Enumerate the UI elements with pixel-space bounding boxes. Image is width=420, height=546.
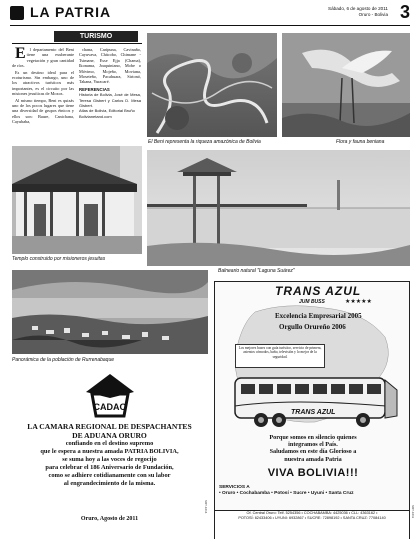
- ad-trans-side-note: SRT-1611: [411, 505, 415, 519]
- date-line-1: Sábado, 6 de agosto de 2011: [328, 6, 388, 11]
- drop-cap: E: [15, 47, 26, 62]
- reference-item: Bolivianetand.com: [79, 113, 112, 119]
- star-rating-icon: ★★★★★: [345, 299, 372, 305]
- message-line: Saludamos en este día Glorioso a: [269, 448, 357, 456]
- section-label: TURISMO: [54, 31, 138, 42]
- flora-fauna-image: [282, 33, 410, 137]
- photo-temple: [12, 146, 142, 254]
- references-heading: REFERENCIAS: [79, 86, 110, 92]
- services-label: SERVICIOS A: [219, 485, 250, 490]
- caption-lagoon: Balneario natural "Laguna Suárez": [218, 268, 295, 274]
- message-line: integramos el País.: [288, 441, 338, 449]
- ad-camara-line-1: LA CAMARA REGIONAL DE DESPACHANTES: [27, 422, 192, 431]
- services-destinations: • Oruro • Cochabamba • Potosí • Sucre • Uyuni • Santa Cruz: [219, 491, 354, 496]
- trans-azul-footer: [215, 510, 409, 539]
- dateline: [328, 6, 388, 18]
- message-line: nuestra amada Patria: [284, 455, 342, 463]
- page-number: 3: [399, 2, 410, 22]
- temple-image: [12, 146, 142, 254]
- bus-text: TRANS AZUL: [291, 409, 336, 416]
- trans-azul-sub: JUM BUSS: [299, 299, 325, 305]
- message-line: Porque somos en silencio quienes: [269, 434, 357, 441]
- article-paragraph: Es un destino ideal para el ecoturismo. Sin embargo, uno de los atractivos turísticos más importantes, es el circuito por las misiones jesuíticas de Moxos.: [12, 69, 74, 97]
- article-paragraph: El departamento del Beni tiene una exuberante vegetación y gran cantidad de ríos.: [12, 47, 74, 69]
- ad-camara-side-note: SRT-1614: [204, 500, 208, 514]
- article-column-2: [79, 47, 141, 141]
- service-info-box: Los mejores buses con guía turístico, servicio de primera, asientos cómodos, baño, televisión y lo mejor de la seguridad.: [235, 344, 325, 368]
- award-line-2: Orgullo Orureño 2006: [279, 323, 346, 331]
- masthead-bullet: [10, 6, 24, 20]
- masthead: LA PATRIA: [30, 4, 112, 20]
- lagoon-image: [147, 150, 410, 266]
- ad-camara-text: [12, 422, 207, 488]
- award-line-1: Excelencia Empresarial 2005: [275, 312, 362, 320]
- services-list: [219, 485, 407, 497]
- article-column-1: [12, 47, 74, 149]
- caption-beni: El Beni representa la riqueza amazónica de Bolivia: [148, 139, 261, 145]
- date-line-2: Oruro - Bolivia: [358, 12, 388, 17]
- page-header: [10, 4, 410, 26]
- photo-rurrenabaque: [12, 270, 208, 354]
- caption-rurrenabaque: Panorámica de la población de Rurrenabaque: [12, 357, 115, 363]
- ad-camara-body: que le espera a nuestra amada PATRIA BOLIVIA,: [40, 448, 179, 455]
- beni-aerial-image: [147, 33, 277, 137]
- caption-flora: Flora y fauna beniana: [336, 139, 385, 145]
- ad-camara-body: como se adhiere cotidianamente con su labor: [48, 472, 171, 479]
- footer-line-2: POTOSÍ: 62433406 • UYUNI: 6932867 • SUCRE: 72898192 • SANTA CRUZ: 77084140: [238, 516, 386, 521]
- section-rule: [12, 43, 142, 44]
- ad-camara-date: Oruro, Agosto de 2011: [80, 516, 139, 522]
- header-rule: [10, 25, 410, 26]
- bus-icon: [231, 372, 401, 430]
- ad-trans-azul: [214, 281, 410, 539]
- cadao-logo: [84, 372, 136, 418]
- footer-line-1: Of. Central Oruro: Telf. 5254356 • COCHABAMBA: 4425036 • CLL: 4363162 •: [246, 511, 378, 515]
- ad-camara-body: se suma hoy a las voces de regocijo: [62, 456, 157, 463]
- caption-temple: Templo construido por misioneros jesuitas: [12, 256, 106, 262]
- rurrenabaque-image: [12, 270, 208, 354]
- reference-item: Historia de Bolivia, José de Mesa, Teresa Gisbert y Carlos D. Mesa Gisbert.: [79, 92, 141, 109]
- ad-camara-despachantes: [12, 370, 207, 538]
- ad-camara-body: para celebrar el 186 Aniversario de Fundación,: [45, 464, 174, 471]
- trans-azul-logo: TRANS AZUL: [275, 284, 362, 298]
- ad-camara-line-2: DE ADUANA ORURO: [72, 431, 147, 440]
- photo-beni-aerial: [147, 33, 277, 137]
- viva-bolivia: VIVA BOLIVIA!!!: [267, 467, 359, 479]
- article-paragraph: chana, Carípuna, Cavinaño, Cayuvava, Chácobo, Chimane - Tsimane, Esse Ejja (Chama), Ikonama, Joaquiniano, Mobe o Móvimo, Mojeño, Moviana, Moseteño, Pacahuara, Sirionó, Takana, Yuracaré.: [79, 47, 141, 85]
- article-paragraph: Al mismo tiempo, Beni es quizás uno de los pocos lugares que tiene una diversidad de grupos étnicos y ellos son: Baure, Canichana, Cayubaba,: [12, 97, 74, 125]
- photo-flora-fauna: [282, 33, 410, 137]
- ad-camara-body: confiando en el destino supremo: [65, 440, 154, 447]
- ad-camara-body: al engrandecimiento de la misma.: [63, 480, 156, 487]
- reference-item: Atlas de Bolivia, Editorial Bruño: [79, 108, 135, 114]
- trans-azul-message: [221, 434, 405, 463]
- cadao-logo-text: CADAO: [93, 402, 127, 412]
- photo-lagoon: [147, 150, 410, 266]
